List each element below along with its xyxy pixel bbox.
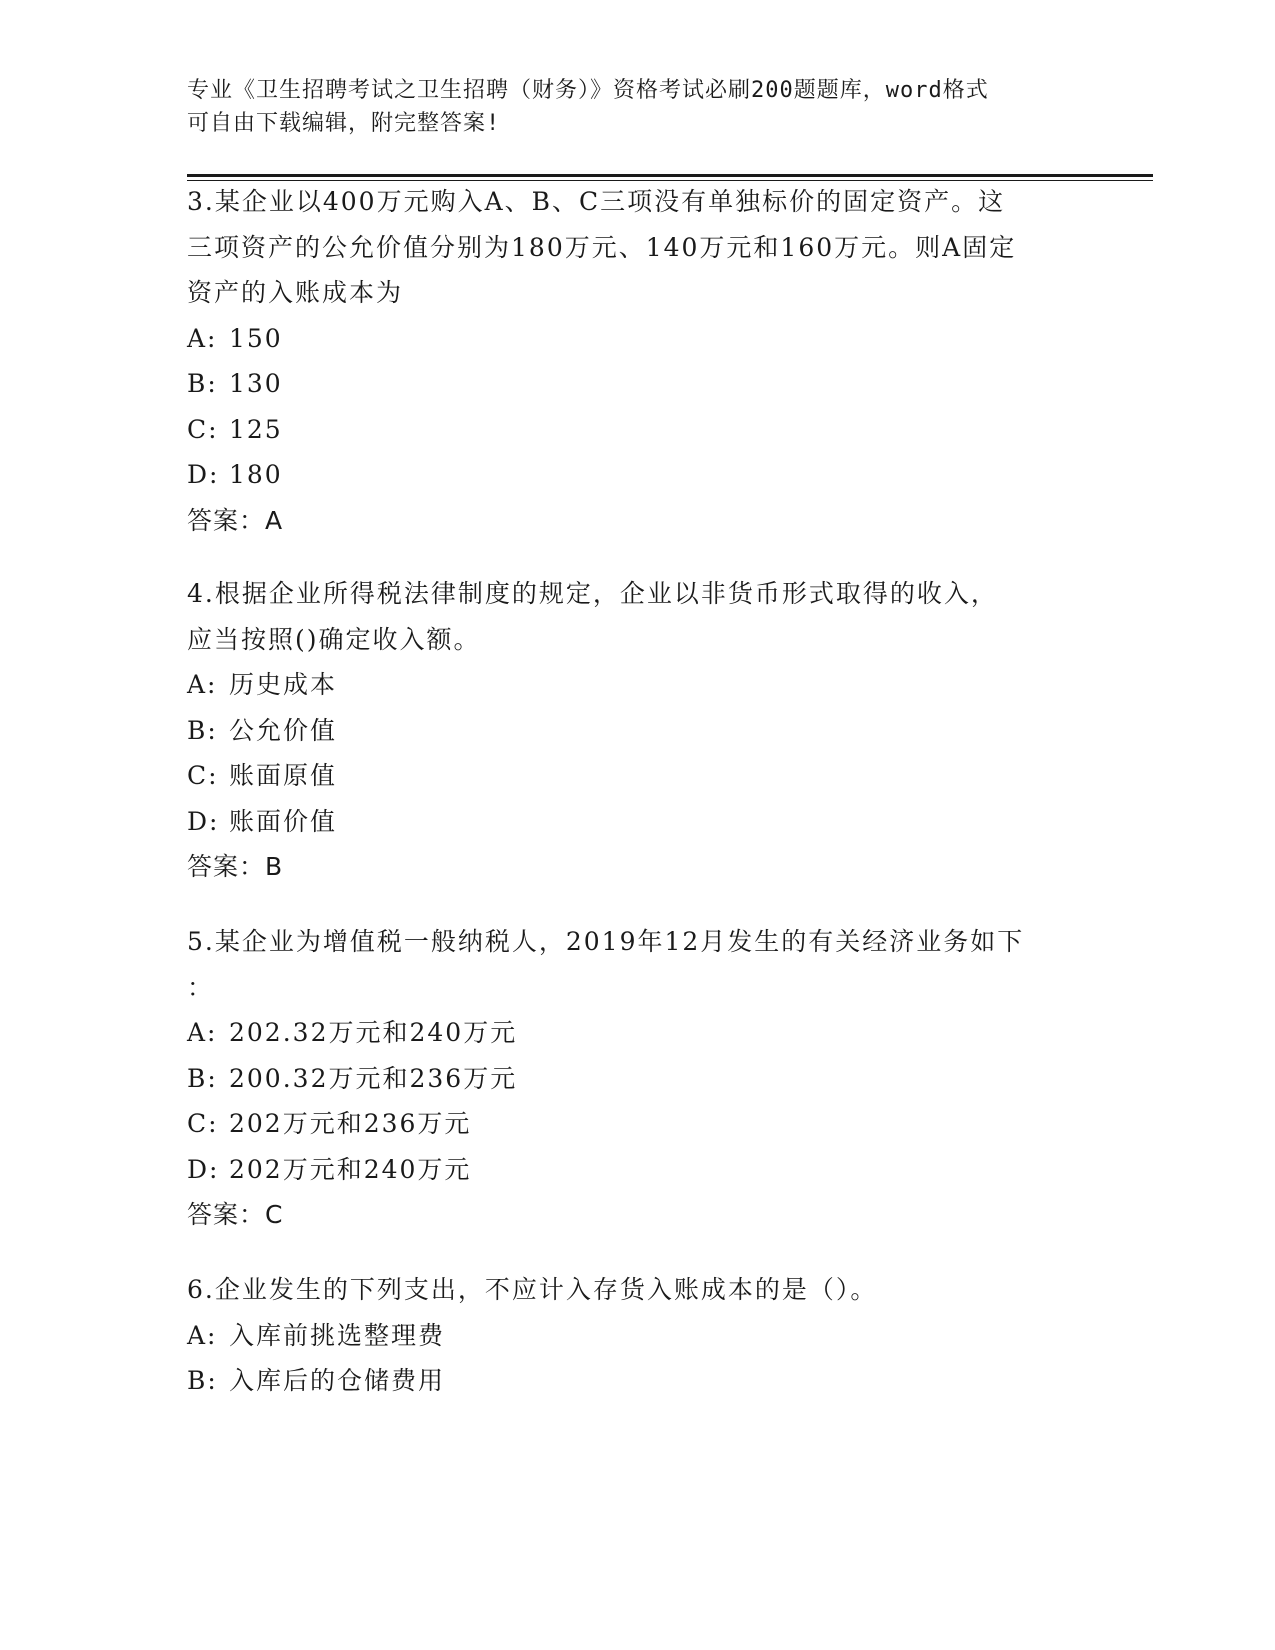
option-letter: B: — [187, 369, 218, 398]
option-letter: A: — [187, 670, 218, 699]
question-6 — [187, 1267, 1087, 1404]
question-stem-line: 资产的入账成本为 — [187, 278, 404, 307]
option-text: 125 — [229, 414, 283, 444]
option-text: 账面原值 — [229, 761, 338, 790]
option-letter: C: — [187, 1109, 219, 1138]
question-3 — [187, 179, 1087, 543]
option-text: 202万元和236万元 — [229, 1109, 472, 1138]
option-text: 账面价值 — [229, 806, 338, 836]
option-text: 150 — [229, 323, 283, 353]
option-letter: C: — [187, 761, 219, 790]
option-a — [187, 1313, 1087, 1359]
option-letter: C: — [187, 414, 219, 444]
question-stem-line: 三项资产的公允价值分别为180万元、140万元和160万元。则A固定 — [187, 232, 1017, 262]
question-stem-line: 4.根据企业所得税法律制度的规定，企业以非货币形式取得的收入， — [187, 579, 998, 608]
option-c — [187, 753, 1087, 799]
option-letter: B: — [187, 1366, 218, 1395]
question-stem-line: ： — [187, 972, 215, 1002]
option-text: 200.32万元和236万元 — [229, 1063, 518, 1093]
option-text: 130 — [229, 369, 283, 398]
question-stem-line: 5.某企业为增值税一般纳税人，2019年12月发生的有关经济业务如下 — [187, 927, 1025, 956]
option-text: 历史成本 — [229, 670, 338, 699]
option-letter: B: — [187, 715, 218, 745]
option-text: 入库后的仓储费用 — [229, 1366, 446, 1395]
header-line-2: 可自由下载编辑，附完整答案! — [187, 111, 501, 136]
option-letter: A: — [187, 323, 218, 353]
option-a — [187, 316, 1087, 362]
option-letter: D: — [187, 460, 220, 489]
option-c — [187, 407, 1087, 453]
option-a — [187, 1010, 1087, 1056]
question-5 — [187, 919, 1087, 1238]
option-c — [187, 1101, 1087, 1147]
option-d — [187, 1147, 1087, 1193]
question-stem-line: 3.某企业以400万元购入A、B、C三项没有单独标价的固定资产。这 — [187, 187, 1006, 216]
option-text: 202万元和240万元 — [229, 1154, 472, 1184]
option-d — [187, 799, 1087, 845]
option-b — [187, 1358, 1087, 1404]
option-text: 入库前挑选整理费 — [229, 1320, 446, 1350]
option-b — [187, 708, 1087, 754]
answer-line: 答案：C — [187, 1200, 284, 1229]
question-stem-line: 6.企业发生的下列支出，不应计入存货入账成本的是（）。 — [187, 1275, 878, 1304]
option-text: 202.32万元和240万元 — [229, 1018, 518, 1047]
option-text: 180 — [229, 460, 283, 489]
header-divider-thick — [187, 174, 1153, 177]
document-header — [187, 74, 1067, 140]
option-b — [187, 1056, 1087, 1102]
option-letter: A: — [187, 1320, 218, 1350]
answer-line: 答案：B — [187, 852, 284, 881]
option-letter: B: — [187, 1063, 218, 1093]
option-letter: D: — [187, 1154, 220, 1184]
header-line-1: 专业《卫生招聘考试之卫生招聘（财务）》资格考试必刷200题题库，word格式 — [187, 78, 989, 103]
option-letter: A: — [187, 1018, 218, 1047]
option-letter: D: — [187, 806, 220, 836]
option-d — [187, 452, 1087, 498]
question-stem-line: 应当按照()确定收入额。 — [187, 624, 481, 654]
question-4 — [187, 571, 1087, 890]
option-text: 公允价值 — [229, 715, 338, 745]
option-a — [187, 662, 1087, 708]
answer-line: 答案：A — [187, 505, 284, 535]
option-b — [187, 361, 1087, 407]
